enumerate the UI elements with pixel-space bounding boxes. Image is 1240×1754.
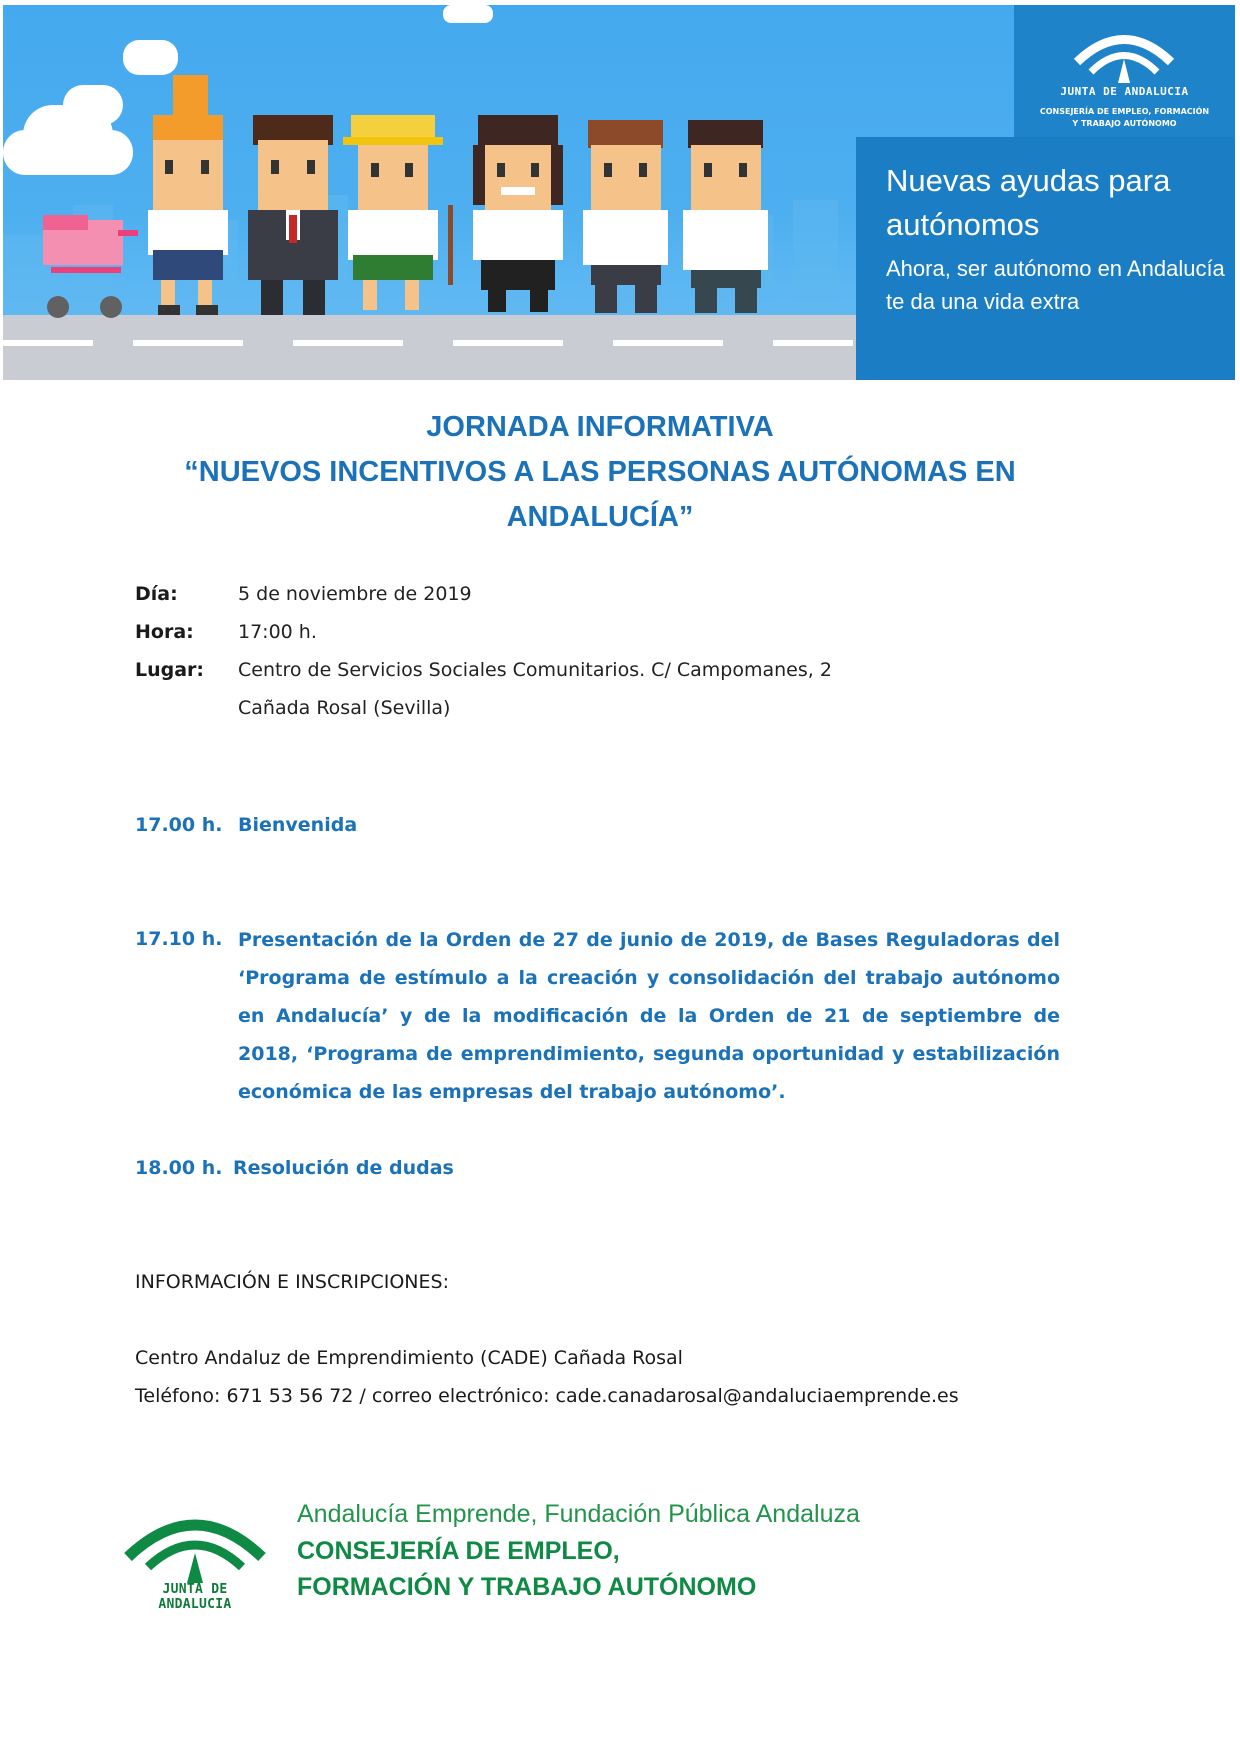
- agenda-item-1-time: 17.00 h.: [135, 814, 223, 836]
- info-heading: INFORMACIÓN E INSCRIPCIONES:: [135, 1271, 449, 1293]
- agenda-item-1-text: Bienvenida: [238, 814, 358, 836]
- event-title: [150, 405, 1050, 540]
- title-line-3: ANDALUCÍA”: [506, 501, 694, 533]
- title-line-1: JORNADA INFORMATIVA: [426, 411, 774, 443]
- agenda-item-3-time: 18.00 h.: [135, 1157, 223, 1179]
- logo-subtitle-line-2: Y TRABAJO AUTÓNOMO: [1072, 119, 1177, 128]
- logo-name: JUNTA DE ANDALUCIA: [1060, 85, 1189, 98]
- agenda-item-2-time: 17.10 h.: [135, 928, 223, 950]
- character-man-2: [683, 120, 768, 313]
- road-marking: [453, 340, 563, 346]
- junta-logo-icon: [1069, 17, 1179, 87]
- lugar-value-line-1: Centro de Servicios Sociales Comunitarios. C/ Campomanes, 2: [238, 659, 832, 681]
- stroller-icon: [43, 215, 138, 318]
- logo-subtitle: [1014, 106, 1235, 130]
- tagline-subtitle: Ahora, ser autónomo en Andalucía te da una vida extra: [886, 256, 1225, 314]
- header-banner: [3, 5, 1235, 380]
- hora-label: Hora:: [135, 621, 194, 643]
- lugar-value-line-2: Cañada Rosal (Sevilla): [238, 697, 451, 719]
- agenda-item-3-text: Resolución de dudas: [233, 1157, 454, 1179]
- road-marking: [773, 340, 853, 346]
- road-marking: [293, 340, 403, 346]
- footer-dept-line-1: CONSEJERÍA DE EMPLEO,: [297, 1537, 620, 1565]
- junta-andalucia-logo-icon: [120, 1495, 270, 1585]
- tagline-box: [856, 137, 1235, 380]
- road-marking: [3, 340, 93, 346]
- character-woman-hardhat: [343, 115, 453, 310]
- road-marking: [613, 340, 723, 346]
- hora-value: 17:00 h.: [238, 621, 317, 643]
- junta-logo-box: [1014, 5, 1235, 137]
- title-line-2: “NUEVOS INCENTIVOS A LAS PERSONAS AUTÓNOMAS EN: [184, 456, 1016, 488]
- dia-label: Día:: [135, 583, 178, 605]
- character-man-1: [583, 120, 668, 313]
- footer-dept-line-2: FORMACIÓN Y TRABAJO AUTÓNOMO: [297, 1573, 757, 1601]
- logo-subtitle-line-1: CONSEJERÍA DE EMPLEO, FORMACIÓN: [1039, 107, 1210, 116]
- character-woman-1: [148, 75, 228, 315]
- road-marking: [133, 340, 243, 346]
- tagline-title: Nuevas ayudas para autónomos: [886, 163, 1171, 242]
- dia-value: 5 de noviembre de 2019: [238, 583, 472, 605]
- character-woman-2: [473, 115, 563, 312]
- agenda-item-2-text: Presentación de la Orden de 27 de junio de 2019, de Bases Reguladoras del ‘Programa de estímulo a la creación y consolidación del trabajo autónomo en Andalucía’ y de la modificación de la Orden de 21 de septiembre de 2018, ‘Programa de emprendimiento, segunda oportunidad y estabilización económica de las empresas del trabajo autónomo’.: [238, 929, 1060, 1103]
- info-center: Centro Andaluz de Emprendimiento (CADE) Cañada Rosal: [135, 1347, 683, 1369]
- character-man-suit: [248, 115, 338, 315]
- lugar-label: Lugar:: [135, 659, 205, 681]
- footer-org-name: Andalucía Emprende, Fundación Pública Andaluza: [297, 1500, 860, 1528]
- info-contact: Teléfono: 671 53 56 72 / correo electrónico: cade.canadarosal@andaluciaemprende.es: [135, 1385, 959, 1407]
- footer-logo-text: JUNTA DE ANDALUCIA: [158, 1582, 232, 1612]
- pixel-characters-illustration: [3, 5, 863, 325]
